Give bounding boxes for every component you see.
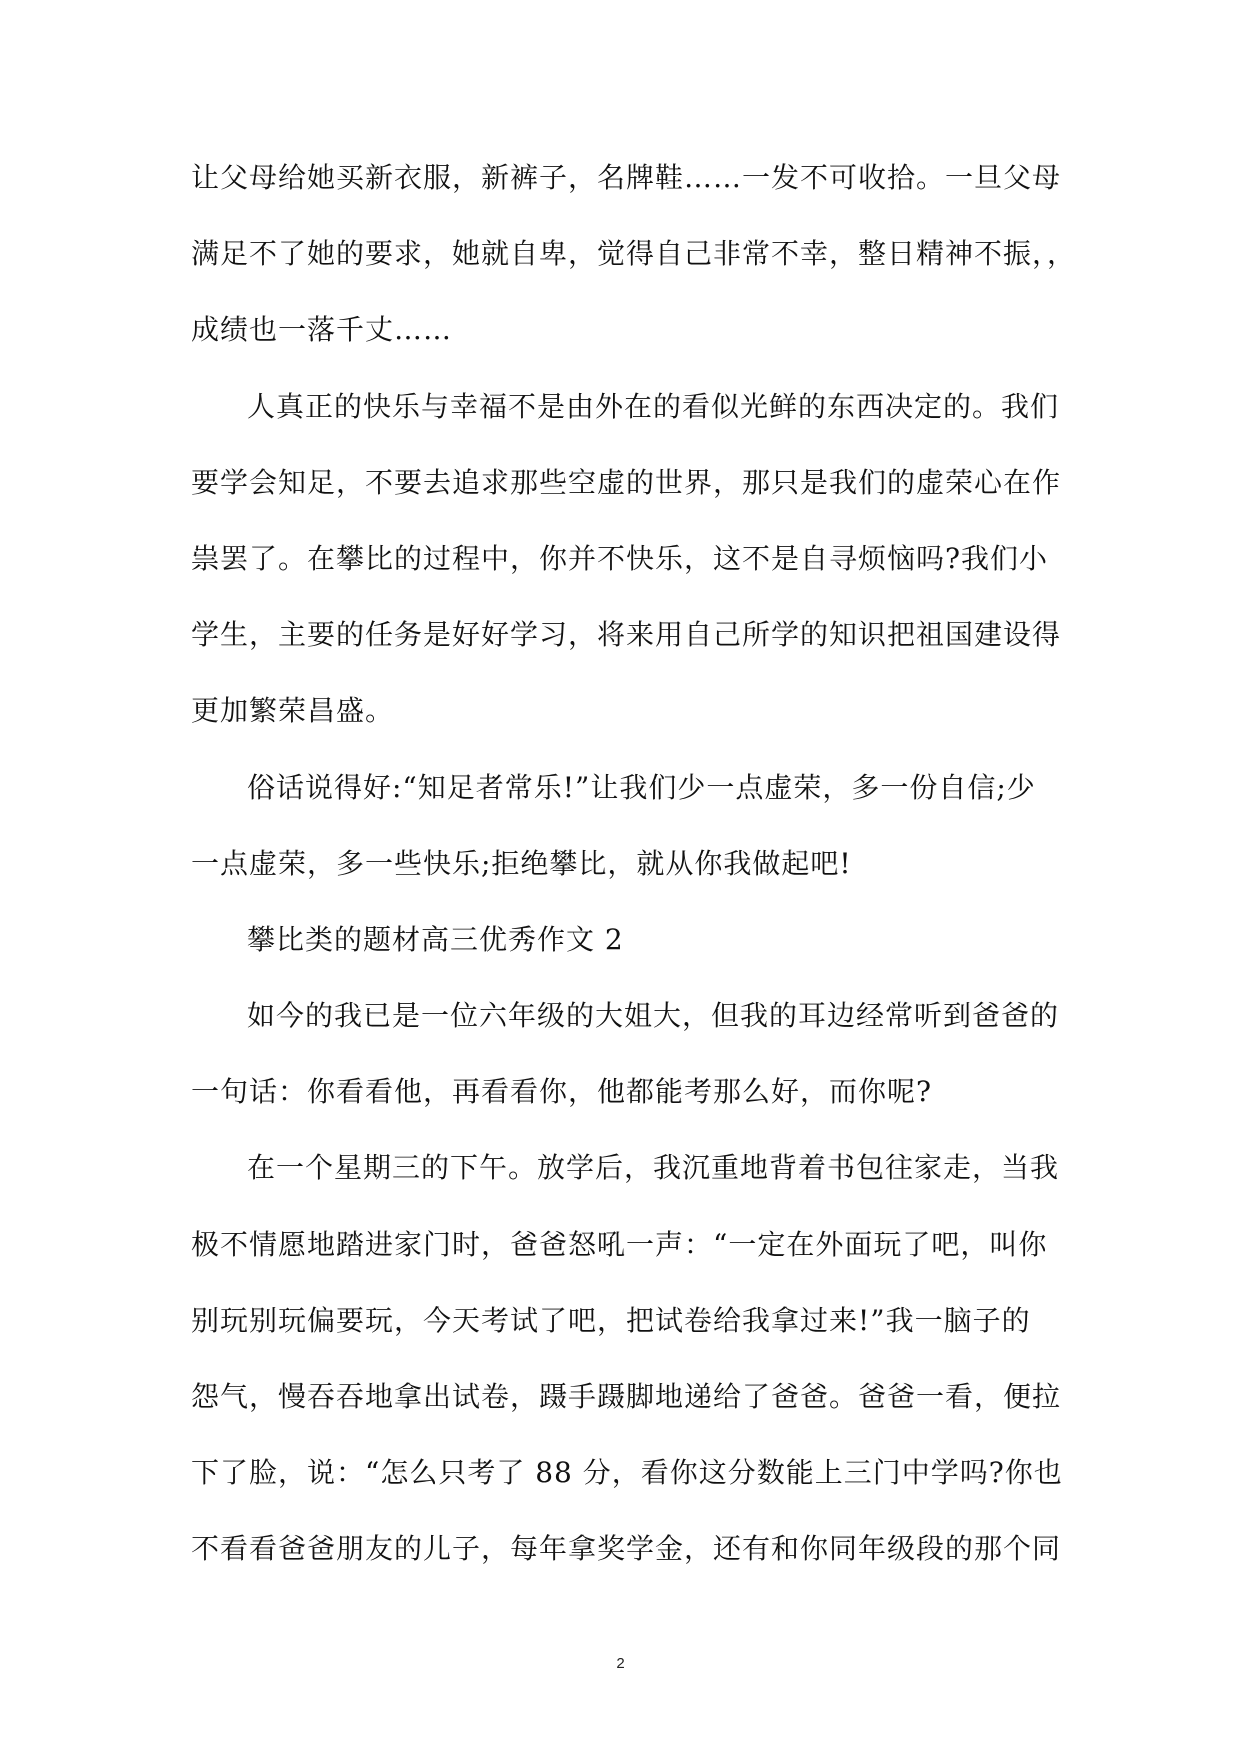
text-line: 别玩别玩偏要玩，今天考试了吧，把试卷给我拿过来!”我一脑子的: [191, 1303, 1031, 1337]
paragraph-start-line: 俗话说得好:“知足者常乐!”让我们少一点虚荣，多一份自信;少: [247, 770, 1036, 804]
page-number: 2: [616, 1655, 625, 1672]
text-line: 学生，主要的任务是好好学习，将来用自己所学的知识把祖国建设得: [191, 618, 1062, 652]
paragraph-start-line: 人真正的快乐与幸福不是由外在的看似光鲜的东西决定的。我们: [247, 389, 1060, 423]
text-line: 成绩也一落千丈……: [191, 313, 453, 347]
text-line: 更加繁荣昌盛。: [191, 694, 395, 728]
text-line: 极不情愿地踏进家门时，爸爸怒吼一声：“一定在外面玩了吧，叫你: [191, 1227, 1048, 1261]
text-line: 不看看爸爸朋友的儿子，每年拿奖学金，还有和你同年级段的那个同: [191, 1532, 1062, 1566]
text-line: 让父母给她买新衣服，新裤子，名牌鞋……一发不可收拾。一旦父母: [191, 161, 1062, 194]
text-line: 一点虚荣，多一些快乐;拒绝攀比，就从你我做起吧!: [191, 846, 852, 880]
text-line: 下了脸，说：“怎么只考了 88 分，看你这分数能上三门中学吗?你也: [191, 1456, 1063, 1490]
body-text: [191, 140, 1077, 1588]
text-line: 满足不了她的要求，她就自卑，觉得自己非常不幸，整日精神不振，，: [191, 237, 1077, 271]
paragraph-start-line: 在一个星期三的下午。放学后，我沉重地背着书包往家走，当我: [247, 1151, 1060, 1185]
text-line: 要学会知足，不要去追求那些空虚的世界，那只是我们的虚荣心在作: [191, 465, 1062, 499]
paragraph-start-line: 如今的我已是一位六年级的大姐大，但我的耳边经常听到爸爸的: [247, 999, 1060, 1033]
text-line: 怨气，慢吞吞地拿出试卷，蹑手蹑脚地递给了爸爸。爸爸一看，便拉: [191, 1380, 1062, 1413]
text-line: 祟罢了。在攀比的过程中，你并不快乐，这不是自寻烦恼吗?我们小: [191, 541, 1049, 575]
text-line: 一句话：你看看他，再看看你，他都能考那么好，而你呢?: [191, 1075, 933, 1109]
section-title: 攀比类的题材高三优秀作文 2: [247, 922, 624, 956]
